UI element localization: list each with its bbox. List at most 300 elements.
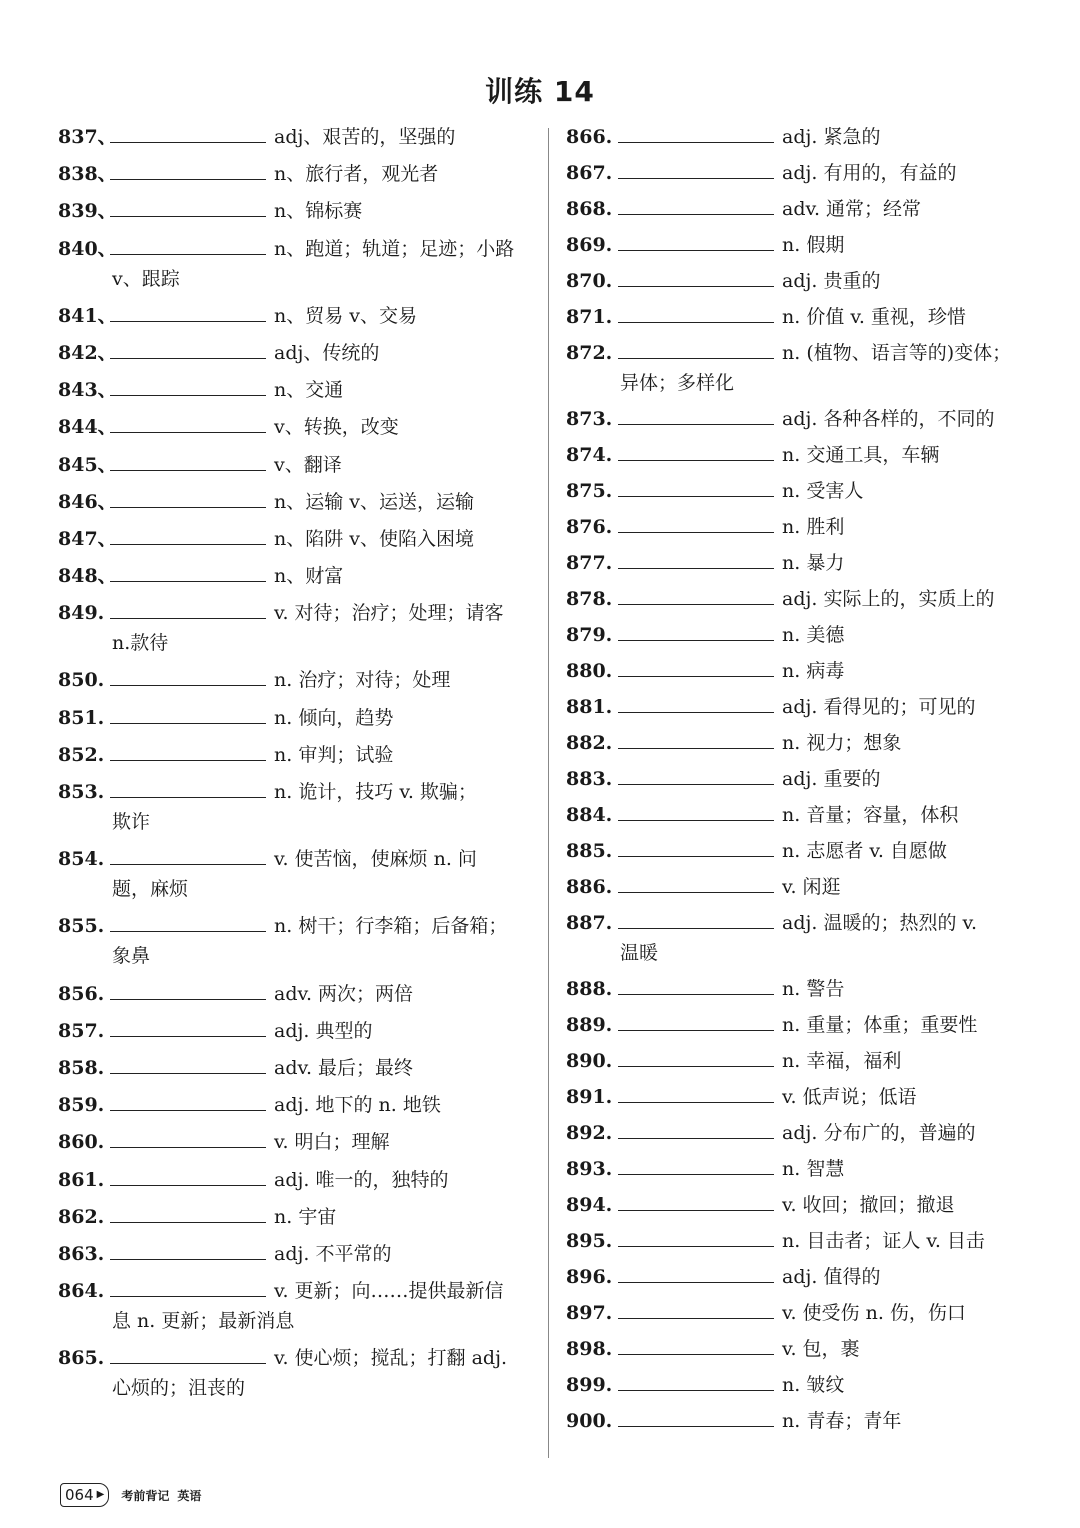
vocab-entry (58, 1053, 534, 1083)
answer-blank[interactable] (110, 1053, 266, 1074)
vocab-row (58, 122, 534, 152)
vocab-row (566, 1262, 1036, 1292)
vocab-entry (58, 524, 534, 554)
vocab-row (58, 412, 534, 442)
answer-blank[interactable] (618, 122, 774, 143)
definition: v. 低声说；低语 (782, 1086, 917, 1108)
vocab-row (566, 230, 1036, 260)
answer-blank[interactable] (618, 656, 774, 677)
definition: n. 交通工具，车辆 (782, 444, 940, 466)
definition: adj. 有用的，有益的 (782, 162, 957, 184)
item-number: 849. (58, 602, 105, 625)
vocab-entry (566, 194, 1036, 224)
vocab-row (566, 656, 1036, 686)
definition: n. 假期 (782, 234, 845, 256)
answer-blank[interactable] (618, 836, 774, 857)
answer-blank[interactable] (618, 1262, 774, 1283)
item-number: 840、 (58, 237, 117, 260)
vocab-row (566, 548, 1036, 578)
definition: adj. 重要的 (782, 768, 881, 790)
definition: n. 皱纹 (782, 1374, 845, 1396)
definition: v. 包，裹 (782, 1338, 860, 1360)
vocab-row (566, 1082, 1036, 1112)
vocab-entry (566, 1154, 1036, 1184)
answer-blank[interactable] (110, 1165, 266, 1186)
vocab-row (566, 338, 1036, 368)
definition: v. 使受伤 n. 伤，伤口 (782, 1302, 966, 1324)
vocab-entry (566, 872, 1036, 902)
answer-blank[interactable] (110, 665, 266, 686)
item-number: 896. (566, 1266, 613, 1288)
definition: adv. 通常；经常 (782, 198, 922, 220)
item-number: 842、 (58, 341, 117, 364)
answer-blank[interactable] (110, 375, 266, 396)
item-number: 885. (566, 840, 613, 862)
definition: n、陷阱 v、使陷入困境 (274, 527, 475, 550)
answer-blank[interactable] (110, 301, 266, 322)
definition: v. 更新；向……提供最新信 (274, 1280, 504, 1303)
vocab-entry (58, 911, 534, 971)
definition: adj. 地下的 n. 地铁 (274, 1094, 441, 1117)
answer-blank[interactable] (618, 338, 774, 359)
vocab-entry (566, 1190, 1036, 1220)
vocab-entry (566, 620, 1036, 650)
vocab-row (566, 728, 1036, 758)
vocab-row (58, 1239, 534, 1269)
answer-blank[interactable] (110, 844, 266, 865)
answer-blank[interactable] (110, 1239, 266, 1260)
vocab-row (58, 375, 534, 405)
item-number: 868. (566, 198, 613, 220)
vocab-row (566, 1370, 1036, 1400)
answer-blank[interactable] (110, 911, 266, 932)
vocab-entry (566, 974, 1036, 1004)
item-number: 860. (58, 1131, 105, 1154)
vocab-row (566, 1298, 1036, 1328)
definition: adj. 温暖的；热烈的 v. (782, 912, 978, 934)
definition: n、运输 v、运送，运输 (274, 490, 475, 513)
answer-blank[interactable] (618, 266, 774, 287)
vocab-row (58, 1127, 534, 1157)
answer-blank[interactable] (618, 404, 774, 425)
item-number: 876. (566, 516, 613, 538)
definition: adj. 不平常的 (274, 1242, 392, 1265)
vocab-row (566, 476, 1036, 506)
item-number: 884. (566, 804, 613, 826)
item-number: 900. (566, 1410, 613, 1432)
item-number: 874. (566, 444, 613, 466)
item-number: 893. (566, 1158, 613, 1180)
item-number: 861. (58, 1168, 105, 1191)
page-footer (60, 1482, 201, 1508)
definition: n. 警告 (782, 978, 845, 1000)
item-number: 882. (566, 732, 613, 754)
answer-blank[interactable] (618, 872, 774, 893)
vocab-entry (566, 1118, 1036, 1148)
item-number: 845、 (58, 453, 117, 476)
item-number: 880. (566, 660, 613, 682)
definition-continuation: n.款待 (112, 632, 169, 655)
vocab-row (58, 338, 534, 368)
vocab-entry (566, 584, 1036, 614)
answer-blank[interactable] (110, 1276, 266, 1297)
definition: adj. 典型的 (274, 1019, 373, 1042)
answer-blank[interactable] (618, 692, 774, 713)
vocab-entry (58, 159, 534, 189)
definition: v、转换，改变 (274, 416, 399, 439)
definition: n. 音量；容量，体积 (782, 804, 959, 826)
item-number: 888. (566, 978, 613, 1000)
item-number: 859. (58, 1094, 105, 1117)
answer-blank[interactable] (618, 1010, 774, 1031)
definition-continuation: 心烦的；沮丧的 (112, 1377, 246, 1400)
answer-blank[interactable] (618, 1118, 774, 1139)
vocab-entry (58, 375, 534, 405)
answer-blank[interactable] (618, 908, 774, 929)
item-number: 852. (58, 743, 105, 766)
answer-blank[interactable] (110, 122, 266, 143)
definition: v. 对待；治疗；处理；请客 (274, 602, 504, 625)
answer-blank[interactable] (618, 1082, 774, 1103)
item-number: 875. (566, 480, 613, 502)
definition: adj. 值得的 (782, 1266, 881, 1288)
vocab-entry (566, 1406, 1036, 1436)
item-number: 866. (566, 126, 613, 148)
vocab-row (58, 561, 534, 591)
answer-blank[interactable] (618, 1190, 774, 1211)
vocab-row (566, 512, 1036, 542)
definition: n. 树干；行李箱；后备箱； (274, 915, 508, 938)
definition-continuation: 象鼻 (112, 945, 151, 968)
vocab-row (58, 1165, 534, 1195)
vocab-entry (58, 1016, 534, 1046)
definition: n. 宇宙 (274, 1205, 337, 1228)
item-number: 894. (566, 1194, 613, 1216)
definition-continuation: 欺诈 (112, 811, 151, 833)
vocab-entry (566, 1082, 1036, 1112)
definition: v. 使苦恼，使麻烦 n. 问 (274, 848, 477, 871)
vocab-row (566, 122, 1036, 152)
definition: n、交通 (274, 379, 344, 402)
vocab-entry (566, 512, 1036, 542)
vocab-row (566, 620, 1036, 650)
definition: n. 志愿者 v. 自愿做 (782, 840, 947, 862)
item-number: 895. (566, 1230, 613, 1252)
vocab-entry (566, 1262, 1036, 1292)
vocab-entry (566, 728, 1036, 758)
vocab-row (58, 1276, 534, 1306)
answer-blank[interactable] (110, 196, 266, 217)
vocab-entry (566, 836, 1036, 866)
item-number: 854. (58, 848, 105, 871)
vocab-entry (566, 338, 1036, 398)
item-number: 848、 (58, 565, 117, 588)
vocab-entry (566, 122, 1036, 152)
vocab-row (58, 1016, 534, 1046)
vocab-entry (566, 404, 1036, 434)
vocab-entry (58, 740, 534, 770)
answer-blank[interactable] (110, 1343, 266, 1364)
vocab-entry (58, 979, 534, 1009)
vocab-entry (58, 1165, 534, 1195)
item-number: 878. (566, 588, 613, 610)
answer-blank[interactable] (618, 1298, 774, 1319)
answer-blank[interactable] (618, 1406, 774, 1427)
item-number: 887. (566, 912, 613, 934)
item-number: 898. (566, 1338, 613, 1360)
answer-blank[interactable] (618, 1334, 774, 1355)
item-number: 870. (566, 270, 613, 292)
answer-blank[interactable] (110, 338, 266, 359)
vocab-row (58, 740, 534, 770)
definition: adv. 两次；两倍 (274, 982, 414, 1005)
vocab-row (566, 1154, 1036, 1184)
right-column (566, 122, 1036, 1442)
definition: v. 明白；理解 (274, 1131, 390, 1154)
vocab-entry (58, 844, 534, 904)
answer-blank[interactable] (110, 234, 266, 255)
item-number: 841、 (58, 304, 117, 327)
vocab-row (58, 1343, 534, 1373)
definition: adj. 看得见的；可见的 (782, 696, 976, 718)
item-number: 844、 (58, 416, 117, 439)
vocab-entry (58, 561, 534, 591)
item-number: 837、 (58, 126, 117, 148)
item-number: 862. (58, 1205, 105, 1228)
answer-blank[interactable] (618, 620, 774, 641)
vocab-row (566, 872, 1036, 902)
definition: n、锦标赛 (274, 200, 363, 223)
definition: n. 价值 v. 重视，珍惜 (782, 306, 966, 328)
answer-blank[interactable] (110, 412, 266, 433)
vocab-row (58, 450, 534, 480)
vocab-row (566, 1010, 1036, 1040)
vocab-row (566, 302, 1036, 332)
vocab-row (566, 908, 1036, 938)
vocab-entry (58, 487, 534, 517)
book-title: 考前背记 (121, 1488, 170, 1503)
vocab-row (566, 158, 1036, 188)
vocab-row (58, 234, 534, 264)
vocab-entry (566, 548, 1036, 578)
definition: adv. 最后；最终 (274, 1056, 414, 1079)
left-column (58, 122, 534, 1410)
answer-blank[interactable] (110, 1202, 266, 1223)
vocab-row (566, 764, 1036, 794)
vocab-entry (566, 1298, 1036, 1328)
definition-continuation: 题，麻烦 (112, 878, 189, 901)
answer-blank[interactable] (110, 1127, 266, 1148)
answer-blank[interactable] (110, 1090, 266, 1111)
item-number: 838、 (58, 163, 117, 186)
definition: n. 治疗；对待；处理 (274, 669, 451, 692)
definition: n. 暴力 (782, 552, 845, 574)
definition: n. 幸福，福利 (782, 1050, 902, 1072)
definition: n. 倾向，趋势 (274, 706, 394, 729)
vocab-entry (58, 1202, 534, 1232)
vocab-row (58, 301, 534, 331)
item-number: 879. (566, 624, 613, 646)
definition: n. 智慧 (782, 1158, 845, 1180)
vocab-entry (566, 1046, 1036, 1076)
vocab-entry (58, 1276, 534, 1336)
answer-blank[interactable] (618, 476, 774, 497)
answer-blank[interactable] (110, 561, 266, 582)
answer-blank[interactable] (618, 194, 774, 215)
vocab-entry (58, 450, 534, 480)
definition: n、贸易 v、交易 (274, 304, 418, 327)
vocab-row (58, 703, 534, 733)
answer-blank[interactable] (618, 158, 774, 179)
answer-blank[interactable] (618, 1046, 774, 1067)
vocab-row (58, 487, 534, 517)
answer-blank[interactable] (110, 979, 266, 1000)
vocab-entry (58, 1343, 534, 1403)
answer-blank[interactable] (110, 777, 266, 798)
item-number: 839、 (58, 200, 117, 223)
vocab-entry (566, 230, 1036, 260)
answer-blank[interactable] (618, 728, 774, 749)
item-number: 867. (566, 162, 613, 184)
vocab-row (58, 159, 534, 189)
item-number: 858. (58, 1056, 105, 1079)
answer-blank[interactable] (618, 440, 774, 461)
vocab-row (58, 524, 534, 554)
vocab-entry (566, 1334, 1036, 1364)
item-number: 886. (566, 876, 613, 898)
definition: n、财富 (274, 565, 344, 588)
answer-blank[interactable] (618, 230, 774, 251)
page-number: 064 (65, 1486, 94, 1504)
answer-blank[interactable] (618, 1154, 774, 1175)
vocab-row (566, 1190, 1036, 1220)
definition: adj、艰苦的，坚强的 (274, 126, 456, 148)
definition: v. 闲逛 (782, 876, 841, 898)
definition-continuation: v、跟踪 (112, 267, 180, 290)
vocab-row (566, 800, 1036, 830)
answer-blank[interactable] (110, 740, 266, 761)
vocab-entry (566, 656, 1036, 686)
answer-blank[interactable] (618, 548, 774, 569)
vocab-entry (566, 266, 1036, 296)
definition: v. 收回；撤回；撤退 (782, 1194, 955, 1216)
vocab-row (58, 979, 534, 1009)
vocab-entry (566, 476, 1036, 506)
vocab-entry (58, 1127, 534, 1157)
play-arrow-icon: ▶ (96, 1489, 105, 1500)
item-number: 897. (566, 1302, 613, 1324)
vocab-row (566, 1334, 1036, 1364)
definition: n. 视力；想象 (782, 732, 902, 754)
definition: v. 使心烦；搅乱；打翻 adj. (274, 1347, 508, 1370)
vocab-row (58, 1090, 534, 1120)
answer-blank[interactable] (110, 450, 266, 471)
vocab-entry (566, 1010, 1036, 1040)
answer-blank[interactable] (618, 1370, 774, 1391)
definition: n、跑道；轨道；足迹；小路 (274, 237, 515, 260)
definition: n. 受害人 (782, 480, 864, 502)
answer-blank[interactable] (618, 584, 774, 605)
definition: adj、传统的 (274, 341, 380, 364)
definition-continuation: 异体；多样化 (620, 372, 735, 394)
vocab-entry (58, 338, 534, 368)
answer-blank[interactable] (618, 302, 774, 323)
item-number: 881. (566, 696, 613, 718)
vocab-entry (566, 800, 1036, 830)
subject-label: 英语 (177, 1488, 202, 1503)
vocab-entry (566, 692, 1036, 722)
definition: n. 重量；体重；重要性 (782, 1014, 978, 1036)
item-number: 890. (566, 1050, 613, 1072)
answer-blank[interactable] (618, 974, 774, 995)
definition: adj. 贵重的 (782, 270, 881, 292)
item-number: 856. (58, 982, 105, 1005)
vocab-row (58, 1053, 534, 1083)
definition: n. 诡计，技巧 v. 欺骗； (274, 781, 477, 803)
vocab-row (58, 598, 534, 628)
definition: n. (植物、语言等的)变体； (782, 342, 1012, 364)
item-number: 857. (58, 1019, 105, 1042)
answer-blank[interactable] (110, 159, 266, 180)
definition: adj. 实际上的，实质上的 (782, 588, 995, 610)
answer-blank[interactable] (110, 487, 266, 508)
vocab-entry (566, 908, 1036, 968)
vocab-entry (566, 158, 1036, 188)
column-divider (548, 128, 549, 1458)
vocab-row (566, 404, 1036, 434)
definition-continuation: 温暖 (620, 942, 659, 964)
answer-blank[interactable] (110, 524, 266, 545)
item-number: 869. (566, 234, 613, 256)
vocab-entry (58, 412, 534, 442)
item-number: 865. (58, 1347, 105, 1370)
vocab-row (566, 584, 1036, 614)
item-number: 864. (58, 1280, 105, 1303)
vocab-row (566, 836, 1036, 866)
vocab-row (566, 1226, 1036, 1256)
vocab-row (566, 1118, 1036, 1148)
item-number: 883. (566, 768, 613, 790)
definition: adj. 紧急的 (782, 126, 881, 148)
answer-blank[interactable] (110, 1016, 266, 1037)
answer-blank[interactable] (110, 598, 266, 619)
vocab-row (566, 266, 1036, 296)
item-number: 850. (58, 669, 105, 692)
definition: adj. 分布广的，普遍的 (782, 1122, 976, 1144)
answer-blank[interactable] (618, 800, 774, 821)
answer-blank[interactable] (618, 512, 774, 533)
item-number: 855. (58, 915, 105, 938)
vocab-entry (58, 703, 534, 733)
page-number-tab (60, 1483, 109, 1507)
vocab-row (566, 440, 1036, 470)
vocab-entry (566, 302, 1036, 332)
vocab-entry (58, 234, 534, 294)
vocab-row (566, 974, 1036, 1004)
item-number: 891. (566, 1086, 613, 1108)
answer-blank[interactable] (110, 703, 266, 724)
vocab-row (566, 1046, 1036, 1076)
item-number: 892. (566, 1122, 613, 1144)
vocab-entry (566, 1370, 1036, 1400)
answer-blank[interactable] (618, 764, 774, 785)
vocab-entry (566, 764, 1036, 794)
vocab-entry (566, 440, 1036, 470)
definition: adj. 唯一的，独特的 (274, 1168, 449, 1191)
definition: n. 美德 (782, 624, 845, 646)
item-number: 899. (566, 1374, 613, 1396)
answer-blank[interactable] (618, 1226, 774, 1247)
